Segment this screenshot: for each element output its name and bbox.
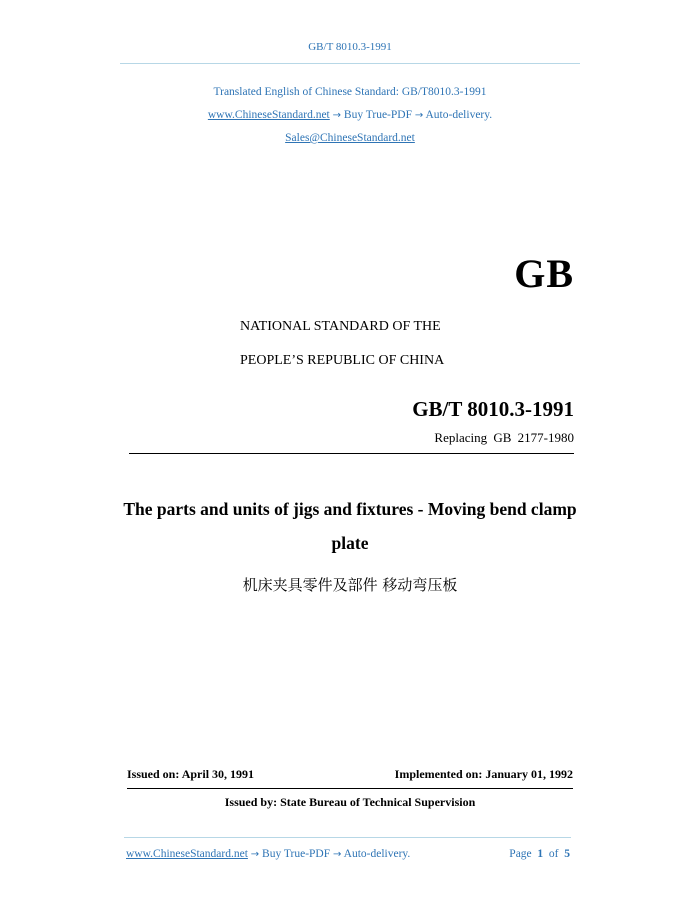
translated-notice: Translated English of Chinese Standard: GB/T8010.3-1991 (213, 86, 487, 98)
sales-email-link[interactable]: Sales@ChineseStandard.net (285, 132, 415, 144)
page-number: 1 (537, 848, 544, 860)
of-label: of (548, 848, 559, 860)
footer-site-link[interactable]: www.ChineseStandard.net (126, 848, 248, 860)
issued-on-date: Issued on: April 30, 1991 (127, 767, 255, 781)
page-indicator (509, 848, 570, 860)
site-link[interactable]: www.ChineseStandard.net (207, 109, 330, 121)
running-header-title: GB/T 8010.3-1991 (308, 41, 392, 53)
document-title-cn: 机床夹具零件及部件 移动弯压板 (242, 576, 458, 594)
gb-mark: GB (514, 251, 574, 296)
buy-text: Buy True-PDF (343, 109, 412, 121)
page-total: 5 (564, 848, 570, 860)
arrow-icon: → (414, 110, 424, 121)
dates-divider (127, 788, 573, 789)
implemented-on-date: Implemented on: January 01, 1992 (394, 767, 573, 781)
arrow-icon: → (333, 849, 342, 860)
footer-buy-line (126, 848, 410, 860)
header-divider (120, 63, 580, 64)
arrow-icon: → (332, 110, 342, 121)
issued-by: Issued by: State Bureau of Technical Supervision (224, 795, 476, 809)
title-divider (129, 453, 574, 454)
delivery-text: Auto-delivery. (425, 109, 493, 121)
buy-line (0, 109, 700, 121)
document-title-en: The parts and units of jigs and fixtures - Moving bend clamp plate (123, 499, 577, 553)
national-standard-line1: NATIONAL STANDARD OF THE (240, 319, 441, 334)
national-standard-line2: PEOPLE’S REPUBLIC OF CHINA (240, 353, 445, 368)
footer-buy-text: Buy True-PDF (262, 848, 331, 860)
standard-number: GB/T 8010.3-1991 (412, 397, 574, 421)
footer-divider (124, 837, 571, 838)
arrow-icon: → (250, 849, 260, 860)
replacing-note: Replacing GB 2177-1980 (434, 430, 574, 445)
page-label: Page (509, 848, 532, 860)
footer-delivery-text: Auto-delivery. (343, 848, 411, 860)
sales-line (0, 132, 700, 144)
